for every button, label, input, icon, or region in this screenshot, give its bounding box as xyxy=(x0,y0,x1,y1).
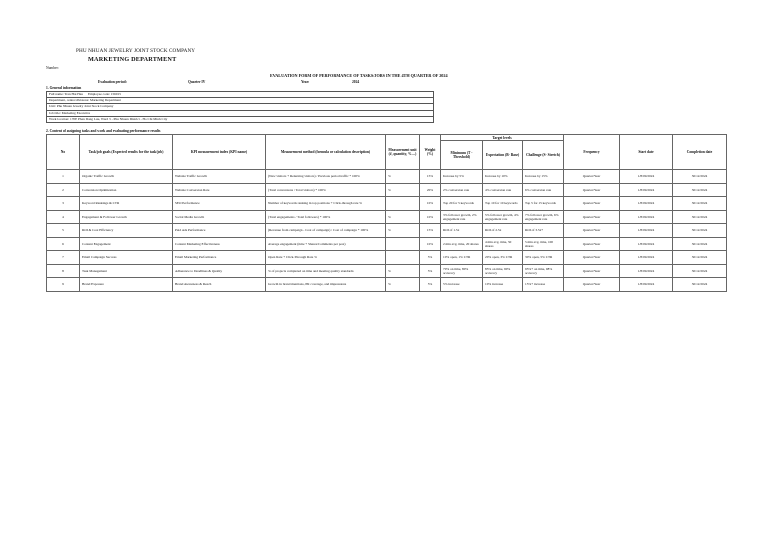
row-minimum: 5% increase xyxy=(441,278,483,292)
row-task: Conversion Optimization xyxy=(80,183,173,197)
col-completion-date: Completion date xyxy=(673,135,727,170)
table-row xyxy=(47,210,727,224)
row-no: 3 xyxy=(47,197,80,211)
row-expectation: ROI of 2.5x xyxy=(483,224,523,238)
quarter-value: Quarter IV xyxy=(188,80,206,84)
row-kpi: Content Marketing Effectiveness xyxy=(173,237,266,251)
row-expectation: 4 min avg. time, 50 shares xyxy=(483,237,523,251)
row-weight: 5% xyxy=(420,251,441,265)
row-challenge: 95%+ on time, 98% accuracy xyxy=(523,264,564,278)
row-expectation: Increase by 10% xyxy=(483,170,523,184)
row-challenge: 6% conversion rate xyxy=(523,183,564,197)
row-no: 6 xyxy=(47,237,80,251)
row-no: 2 xyxy=(47,183,80,197)
row-unit xyxy=(386,237,420,251)
row-method: Open Rate + Click-Through Rate % xyxy=(266,251,386,265)
info-work-location: Work location: 170E Phan Dang Luu, Ward 3 - Phu Nhuan District - Ho Chi Minh City xyxy=(47,116,434,122)
row-start-date: 1/8/09/2024 xyxy=(620,183,673,197)
row-frequency: Quarter/Year xyxy=(564,224,620,238)
row-weight: 10% xyxy=(420,210,441,224)
row-method: Number of keywords ranking in top positions + Click-through rate % xyxy=(266,197,386,211)
col-frequency: Frequency xyxy=(564,135,620,170)
row-frequency: Quarter/Year xyxy=(564,170,620,184)
info-department: Department, centre/divisions: Marketing Department xyxy=(47,98,434,104)
row-frequency: Quarter/Year xyxy=(564,237,620,251)
row-frequency: Quarter/Year xyxy=(564,183,620,197)
row-challenge: 5 min avg. time, 100 shares xyxy=(523,237,564,251)
row-completion-date: 30/12/2024 xyxy=(673,224,727,238)
row-start-date: 1/8/09/2024 xyxy=(620,278,673,292)
general-info-table xyxy=(46,91,434,123)
row-task: Email Campaign Success xyxy=(80,251,173,265)
row-minimum: 70% on time, 80% accuracy xyxy=(441,264,483,278)
row-weight: 10% xyxy=(420,237,441,251)
number-label: Number: xyxy=(46,66,59,70)
section-general-info-title: 1. General information xyxy=(46,86,82,90)
row-challenge: Top 5 for 15 keywords xyxy=(523,197,564,211)
row-start-date: 1/8/09/2024 xyxy=(620,224,673,238)
row-challenge: 15%+ increase xyxy=(523,278,564,292)
row-minimum: ROI of 1.5x xyxy=(441,224,483,238)
col-start-date: Start date xyxy=(620,135,673,170)
col-target-levels: Target levels xyxy=(441,135,564,141)
row-kpi: Email Marketing Performance xyxy=(173,251,266,265)
row-task: Organic Traffic Growth xyxy=(80,170,173,184)
row-kpi: Adherence to Deadlines & Quality xyxy=(173,264,266,278)
table-row xyxy=(47,197,727,211)
row-unit xyxy=(386,251,420,265)
row-no: 4 xyxy=(47,210,80,224)
row-start-date: 1/8/09/2024 xyxy=(620,170,673,184)
row-completion-date: 30/12/2024 xyxy=(673,170,727,184)
row-weight: 10% xyxy=(420,197,441,211)
row-method: (Total conversions / Total visitors) * 100% xyxy=(266,183,386,197)
row-method: Growth in brand mentions, PR coverage, and impressions xyxy=(266,278,386,292)
row-frequency: Quarter/Year xyxy=(564,264,620,278)
row-expectation: 4% conversion rate xyxy=(483,183,523,197)
row-start-date: 1/8/09/2024 xyxy=(620,251,673,265)
row-frequency: Quarter/Year xyxy=(564,278,620,292)
row-completion-date: 30/12/2024 xyxy=(673,210,727,224)
row-minimum: 3% follower growth, 2% engagement rate xyxy=(441,210,483,224)
col-minimum: Minimum (T - Threshold) xyxy=(441,141,483,170)
row-completion-date: 30/12/2024 xyxy=(673,183,727,197)
row-expectation: 85% on time, 90% accuracy xyxy=(483,264,523,278)
year-value: 2024 xyxy=(352,80,360,84)
row-minimum: 2 min avg. time, 20 shares xyxy=(441,237,483,251)
row-weight: 15% xyxy=(420,170,441,184)
row-weight: 5% xyxy=(420,264,441,278)
table-row xyxy=(47,183,727,197)
row-weight: 5% xyxy=(420,278,441,292)
row-completion-date: 30/12/2024 xyxy=(673,251,727,265)
row-kpi: Website Conversion Rate xyxy=(173,183,266,197)
row-minimum: 2% conversion rate xyxy=(441,183,483,197)
row-completion-date: 30/12/2024 xyxy=(673,237,727,251)
row-start-date: 1/8/09/2024 xyxy=(620,237,673,251)
row-unit: % xyxy=(386,224,420,238)
row-frequency: Quarter/Year xyxy=(564,210,620,224)
col-kpi: KPI measurement index (KPI name) xyxy=(173,135,266,170)
col-task: Task/job goals (Expected results for the task/job) xyxy=(80,135,173,170)
row-kpi: Website Traffic Growth xyxy=(173,170,266,184)
row-challenge: ROI of 3.5x+ xyxy=(523,224,564,238)
row-method: Average engagement (time + Shares/Comments per post) xyxy=(266,237,386,251)
row-challenge: 30% open, 5% CTR xyxy=(523,251,564,265)
col-method: Measurement method (formula or calculation description) xyxy=(266,135,386,170)
table-row xyxy=(47,170,727,184)
row-minimum: Top 20 for 5 keywords xyxy=(441,197,483,211)
row-task: Brand Exposure xyxy=(80,278,173,292)
company-name: PHU NHUAN JEWELRY JOINT STOCK COMPANY xyxy=(76,48,196,54)
row-method: (New visitors + Returning visitors) / Previous period traffic * 100% xyxy=(266,170,386,184)
row-unit: % xyxy=(386,170,420,184)
row-start-date: 1/8/09/2024 xyxy=(620,197,673,211)
employee-code: Employee code: 156015 xyxy=(88,92,121,97)
row-method: % of projects completed on time and meeting quality standards xyxy=(266,264,386,278)
row-expectation: 10% increase xyxy=(483,278,523,292)
year-label: Year: xyxy=(301,80,310,84)
row-no: 7 xyxy=(47,251,80,265)
table-row xyxy=(47,224,727,238)
row-no: 9 xyxy=(47,278,80,292)
col-challenge: Challenge (S- Stretch) xyxy=(523,141,564,170)
row-no: 8 xyxy=(47,264,80,278)
row-no: 1 xyxy=(47,170,80,184)
table-row xyxy=(47,251,727,265)
col-no: No xyxy=(47,135,80,170)
info-unit: Unit: Phu Nhuan Jewelry Joint Stock Company xyxy=(47,104,434,110)
row-start-date: 1/8/09/2024 xyxy=(620,264,673,278)
row-task: Keyword Rankings & CTR xyxy=(80,197,173,211)
row-start-date: 1/8/09/2024 xyxy=(620,210,673,224)
section-kpi-title: 2. Content of assigning tasks and work and evaluating performance results xyxy=(46,129,161,133)
row-method: (Total engagements / Total followers) * 100% xyxy=(266,210,386,224)
row-method: (Revenue from campaign - Cost of campaign) / Cost of campaign * 100% xyxy=(266,224,386,238)
row-unit: % xyxy=(386,183,420,197)
evaluation-period-label: Evaluation period: xyxy=(98,80,127,84)
row-weight: 20% xyxy=(420,183,441,197)
col-expectation: Expectation (B- Base) xyxy=(483,141,523,170)
row-weight: 15% xyxy=(420,224,441,238)
row-unit: % xyxy=(386,210,420,224)
row-task: Engagement & Follower Growth xyxy=(80,210,173,224)
row-unit: % xyxy=(386,264,420,278)
row-no: 5 xyxy=(47,224,80,238)
full-name: Full name: Tran Hai Hau xyxy=(49,92,83,97)
info-job-title: Job title: Marketing Executive xyxy=(47,110,434,116)
row-expectation: 20% open, 3% CTR xyxy=(483,251,523,265)
row-task: ROI & Cost Efficiency xyxy=(80,224,173,238)
row-challenge: 7% follower growth, 6% engagement rate xyxy=(523,210,564,224)
row-kpi: Social Media Growth xyxy=(173,210,266,224)
row-completion-date: 30/12/2024 xyxy=(673,264,727,278)
table-row xyxy=(47,278,727,292)
row-kpi: SEO Performance xyxy=(173,197,266,211)
row-unit: % xyxy=(386,278,420,292)
row-task: Content Engagement xyxy=(80,237,173,251)
row-frequency: Quarter/Year xyxy=(564,197,620,211)
table-row xyxy=(47,237,727,251)
row-task: Task Management xyxy=(80,264,173,278)
col-weight: Weight (%) xyxy=(420,135,441,170)
form-title: EVALUATION FORM OF PERFORMANCE OF TASKS/JOBS IN THE 4TH QUARTER OF 2024 xyxy=(270,73,448,78)
row-completion-date: 30/12/2024 xyxy=(673,278,727,292)
row-kpi: Paid Ads Performance xyxy=(173,224,266,238)
row-expectation: Top 10 for 10 keywords xyxy=(483,197,523,211)
kpi-table xyxy=(46,134,727,292)
row-completion-date: 30/12/2024 xyxy=(673,197,727,211)
department-heading: MARKETING DEPARTMENT xyxy=(88,56,177,63)
row-kpi: Brand Awareness & Reach xyxy=(173,278,266,292)
table-row xyxy=(47,264,727,278)
row-minimum: 10% open, 1% CTR xyxy=(441,251,483,265)
row-challenge: Increase by 15% xyxy=(523,170,564,184)
row-unit xyxy=(386,197,420,211)
row-expectation: 5% follower growth, 4% engagement rate xyxy=(483,210,523,224)
row-minimum: Increase by 5% xyxy=(441,170,483,184)
row-frequency: Quarter/Year xyxy=(564,251,620,265)
col-unit: Measurement unit (#, quantity, %…) xyxy=(386,135,420,170)
